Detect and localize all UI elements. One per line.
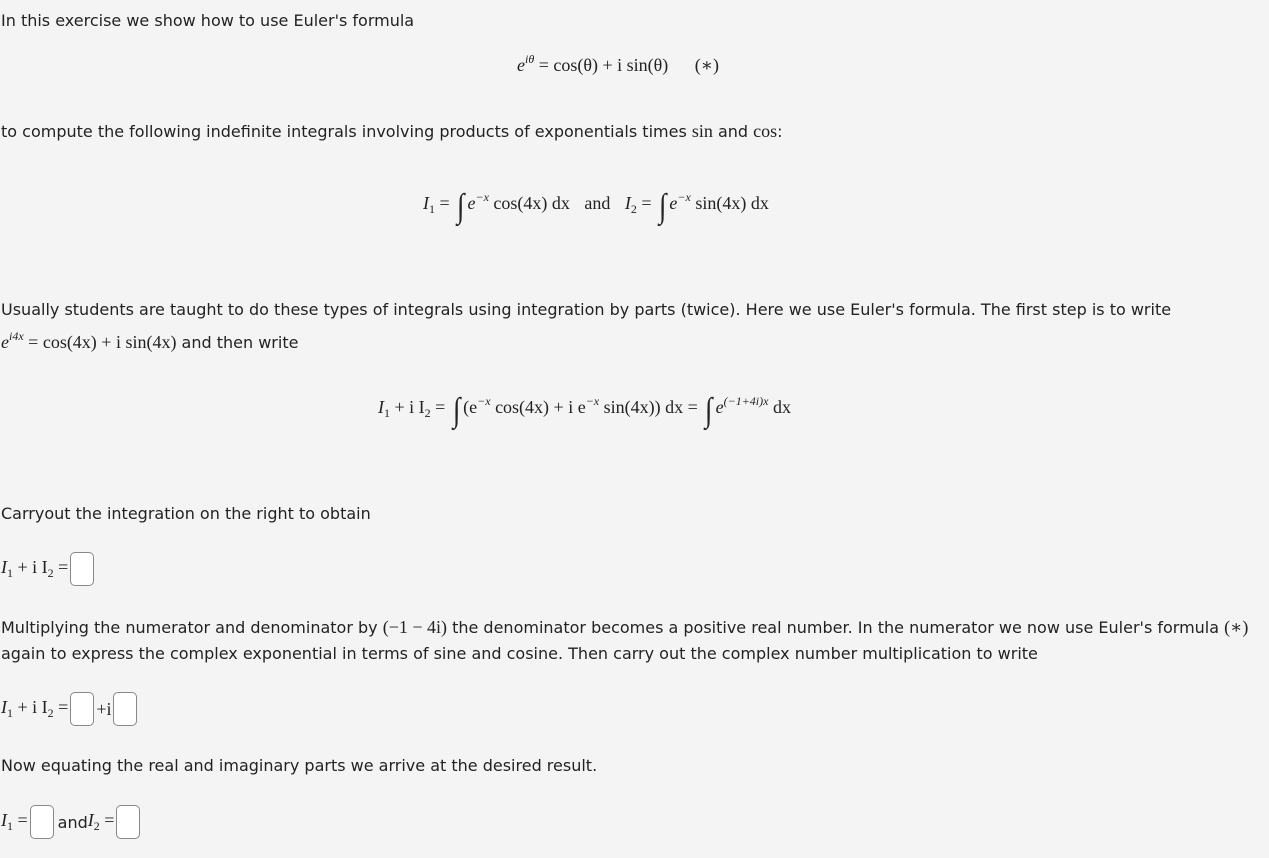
answer-input-i2[interactable] (116, 805, 140, 839)
intro-text: In this exercise we show how to use Euler's formula (1, 11, 415, 30)
para-integrals-intro: to compute the following indefinite integrals involving products of exponentials times sin and cos: (1, 121, 783, 141)
answer-row-3: $I_1$ = and $I_2$ = (1, 805, 140, 839)
combined-integral: $I_1 + i$ $I_2$ = ∫ ($e^{-x}$ cos(4x) + i $e^{-x}$ sin(4x)) dx = ∫ $e^{(-1+4i)x}$ dx (378, 392, 791, 429)
para-method: Usually students are taught to do these types of integrals using integration by parts (twice). Here we use Euler's formula. The first step is to write $e^{i4x} = \cos(4x) + i$ sin(4x) and then write (1, 300, 1172, 352)
answer-row-2: $I_1 + i$ $I_2$ = +i (1, 692, 137, 726)
answer-input-i1[interactable] (30, 805, 54, 839)
integral-sign-icon: ∫ (452, 392, 461, 429)
answer-input-combined[interactable] (70, 552, 94, 586)
para-multiply: Multiplying the numerator and denominator by (−1 − 4i) the denominator becomes a positive real number. In the numerator we now use Euler's formula (∗) again to express the complex exponential in terms of sine and cosine. Then carry out the complex number multiplication to write (1, 617, 1249, 663)
answer-input-real-part[interactable] (70, 692, 94, 726)
para-equate: Now equating the real and imaginary parts we arrive at the desired result. (1, 756, 598, 775)
answer-input-imaginary-part[interactable] (113, 692, 137, 726)
equation-tag: (∗) (694, 55, 719, 75)
integral-sign-icon: ∫ (705, 392, 713, 429)
integral-definitions: $I_1$ = ∫ $e^{-x}$ cos(4x) dx and $I_2$ = ∫ $e^{-x}$ sin(4x) dx (423, 188, 769, 225)
answer-row-1: $I_1 + i$ $I_2$ = (1, 552, 94, 586)
integral-sign-icon: ∫ (658, 188, 667, 225)
euler-formula: $e^{i\theta} = \cos(\theta) + i$ sin(θ) (∗) (517, 52, 719, 75)
para-carryout: Carryout the integration on the right to obtain (1, 504, 371, 523)
integral-sign-icon: ∫ (457, 188, 465, 225)
